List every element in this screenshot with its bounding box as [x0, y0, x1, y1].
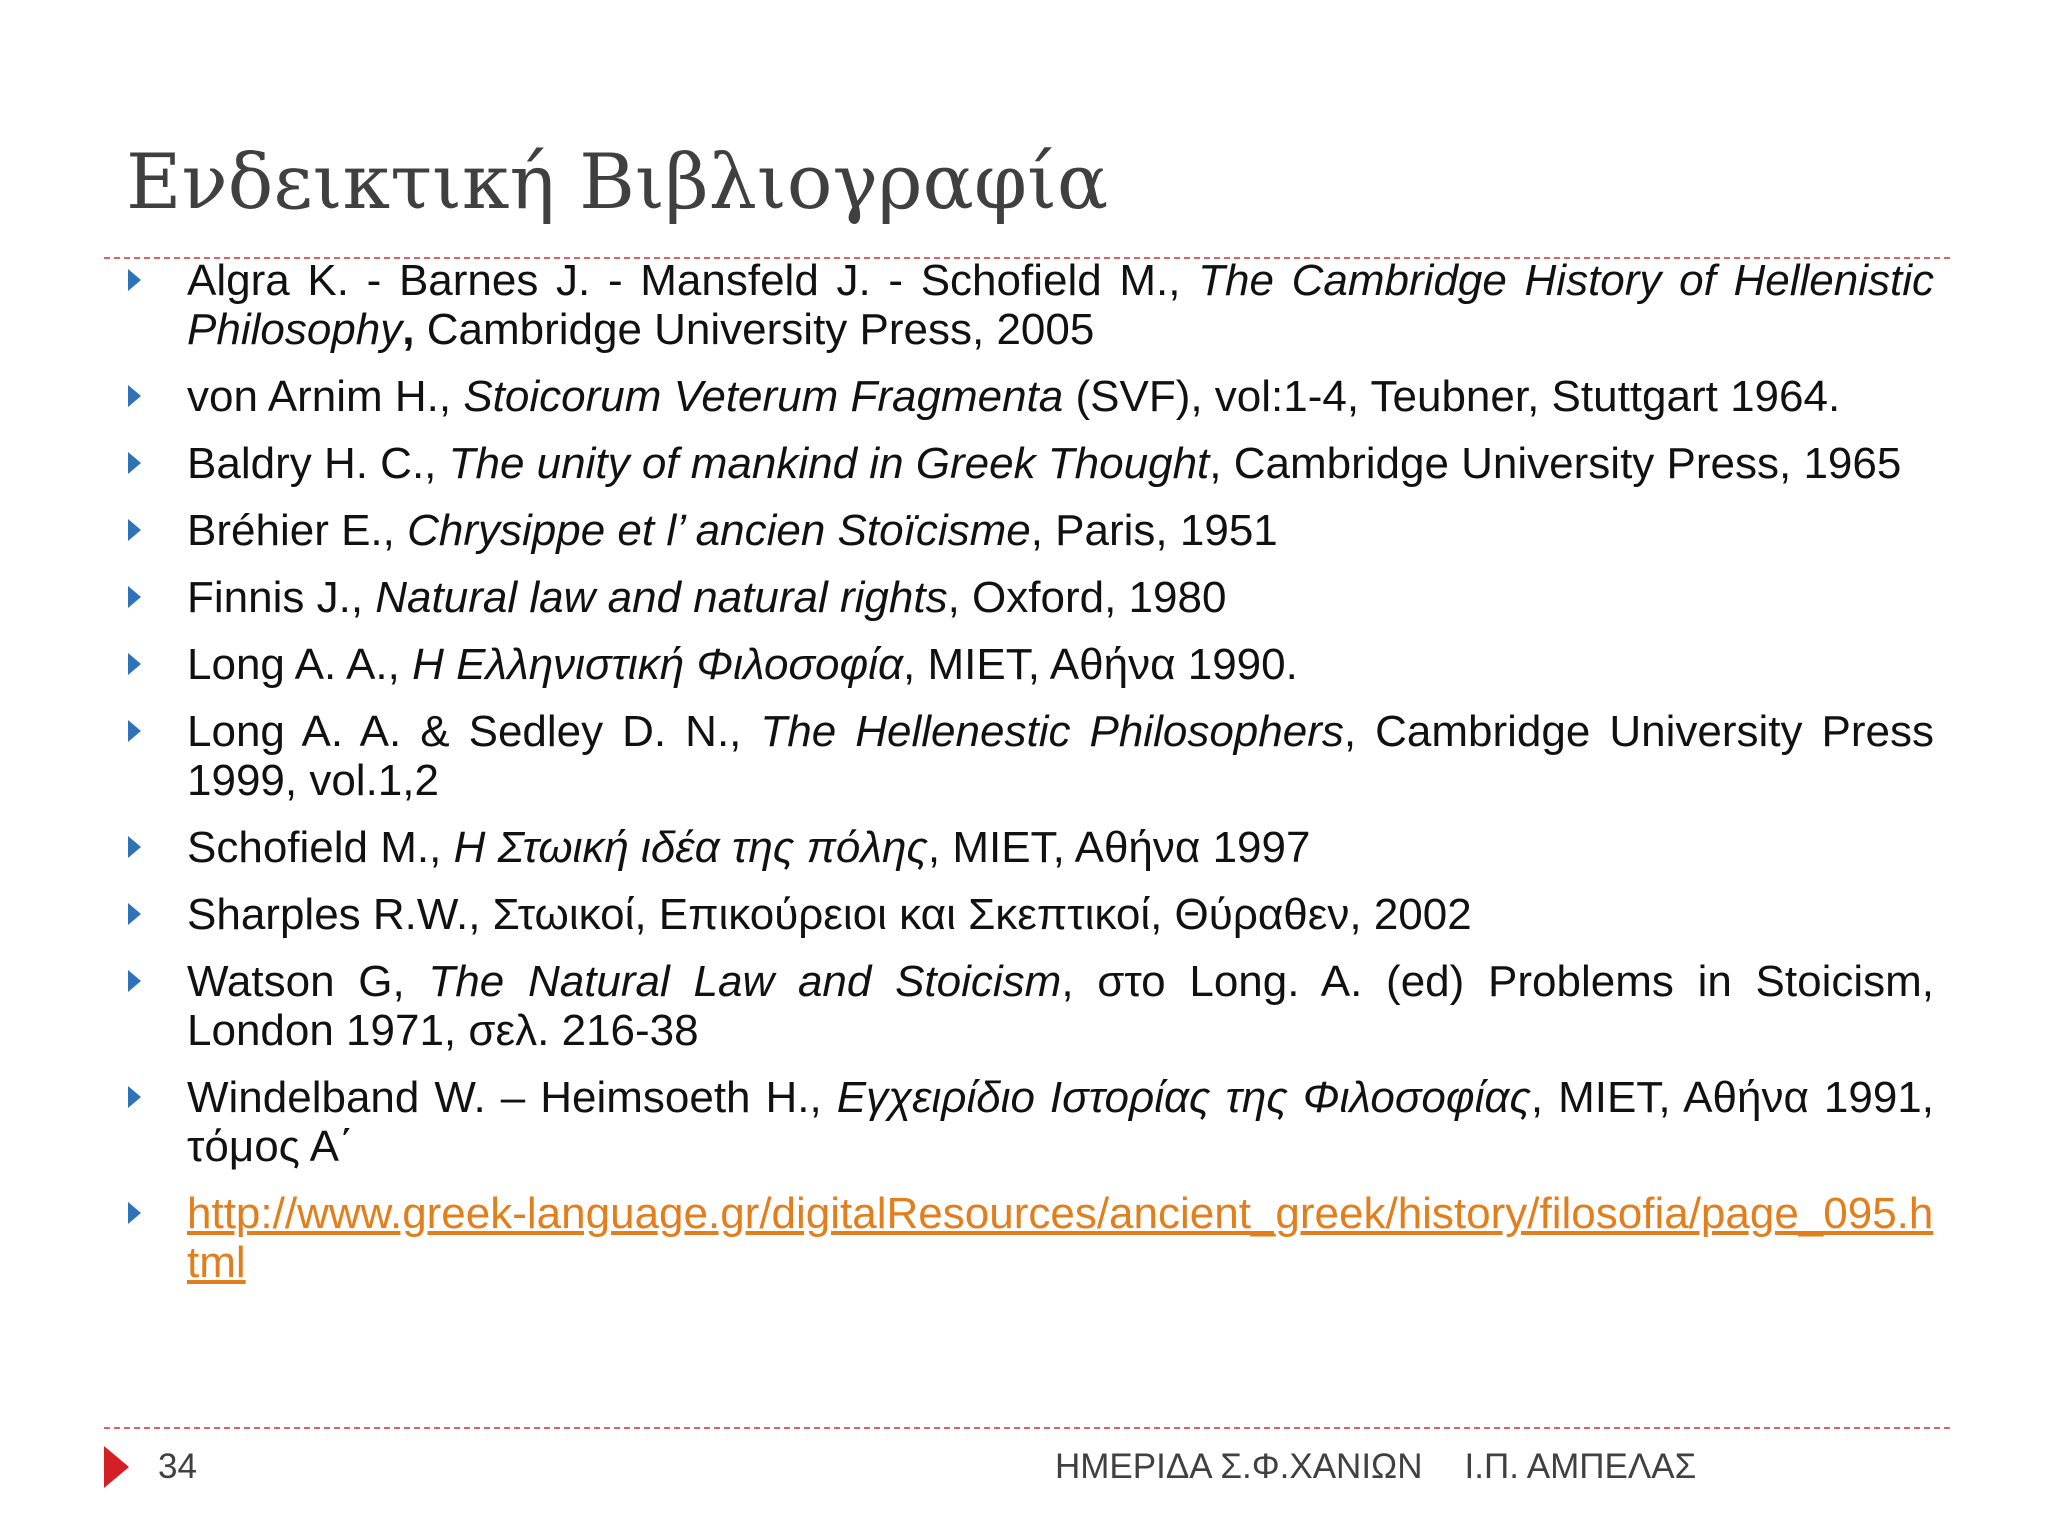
bibliography-item [118, 573, 1944, 622]
citation-authors: Long A. A. & Sedley D. N., [187, 707, 761, 756]
citation-authors: Bréhier E., [187, 506, 408, 555]
bibliography-item [118, 640, 1944, 689]
citation-publication: (SVF), vol:1-4, Teubner, Stuttgart 1964. [1063, 372, 1841, 421]
bullet-arrow-icon [128, 452, 141, 474]
citation-publication: , Paris, 1951 [1030, 506, 1278, 555]
citation-publication: , ΜΙΕΤ, Αθήνα 1990. [903, 640, 1298, 689]
citation-authors: Baldry H. C., [187, 439, 449, 488]
citation-authors: Windelband W. – Heimsoeth H., [187, 1073, 837, 1122]
citation-publication: , ΜΙΕΤ, Αθήνα 1991, τόμος Α΄ [187, 1073, 1934, 1171]
bibliography-item-link [118, 1189, 1944, 1287]
bibliography-item [118, 506, 1944, 555]
citation-title: The Natural Law and Stoicism [428, 957, 1062, 1006]
greek-language-resource-link[interactable]: http://www.greek-language.gr/digitalResources/ancient_greek/history/filosofia/page_095.html [187, 1189, 1934, 1287]
citation-title: The Hellenestic Philosophers [760, 707, 1344, 756]
citation-publication: , Cambridge University Press, 1965 [1209, 439, 1902, 488]
citation-publication: , Oxford, 1980 [947, 573, 1227, 622]
bibliography-item [118, 823, 1944, 872]
bullet-arrow-icon [128, 836, 141, 858]
bullet-arrow-icon [128, 903, 141, 925]
citation-text: Sharples R.W., Στωικοί, Επικούρειοι και Σκεπτικοί, Θύραθεν, 2002 [187, 890, 1472, 939]
bullet-arrow-icon [128, 1086, 141, 1108]
bibliography-item [118, 372, 1944, 421]
bullet-arrow-icon [128, 970, 141, 992]
citation-title: Natural law and natural rights [375, 573, 948, 622]
citation-publication: , στο Long. A. (ed) Problems in Stoicism, London 1971, σελ. 216-38 [187, 957, 1934, 1055]
bibliography-list [118, 256, 1944, 1305]
bullet-arrow-icon [128, 586, 141, 608]
citation-authors: Watson G, [187, 957, 429, 1006]
bullet-arrow-icon [128, 385, 141, 407]
bibliography-item [118, 707, 1944, 805]
bullet-arrow-icon [128, 720, 141, 742]
citation-title: Εγχειρίδιο Ιστορίας της Φιλοσοφίας [836, 1073, 1531, 1122]
citation-title: Η Ελληνιστική Φιλοσοφία [412, 640, 904, 689]
bullet-arrow-icon [128, 1202, 141, 1224]
citation-authors: von Arnim H., [187, 372, 464, 421]
citation-title: Chrysippe et l’ ancien Stoïcisme [407, 506, 1031, 555]
bibliography-item [118, 256, 1944, 354]
bullet-arrow-icon [128, 519, 141, 541]
footer-event: ΗΜΕΡΙΔΑ Σ.Φ.ΧΑΝΙΩΝ [1055, 1447, 1423, 1486]
red-triangle-icon [104, 1446, 129, 1488]
bibliography-item [118, 1073, 1944, 1171]
citation-authors: Finnis J., [187, 573, 376, 622]
citation-authors: Schofield M., [187, 823, 454, 872]
citation-separator: , [402, 305, 415, 354]
citation-publication: Cambridge University Press, 2005 [414, 305, 1095, 354]
bullet-arrow-icon [128, 653, 141, 675]
citation-title: The unity of mankind in Greek Thought [448, 439, 1210, 488]
bullet-arrow-icon [128, 269, 141, 291]
citation-title: Stoicorum Veterum Fragmenta [463, 372, 1064, 421]
citation-authors: Long A. A., [187, 640, 413, 689]
citation-authors: Algra K. - Barnes J. - Mansfeld J. - Schofield M., [187, 256, 1199, 305]
bibliography-item [118, 957, 1944, 1055]
bibliography-item [118, 439, 1944, 488]
citation-title: The Cambridge History of Hellenistic Philosophy [187, 256, 1934, 354]
citation-publication: , Cambridge University Press 1999, vol.1,2 [187, 707, 1934, 805]
citation-title: Η Στωική ιδέα της πόλης [453, 823, 928, 872]
slide-footer [1055, 1447, 1695, 1487]
page-number: 34 [158, 1447, 197, 1486]
citation-publication: , ΜΙΕΤ, Αθήνα 1997 [927, 823, 1311, 872]
bottom-dashed-divider [104, 1427, 1950, 1429]
slide-title: Ενδεικτική Βιβλιογραφία [126, 137, 1109, 226]
footer-author: Ι.Π. ΑΜΠΕΛΑΣ [1464, 1447, 1697, 1486]
bibliography-item [118, 890, 1944, 939]
